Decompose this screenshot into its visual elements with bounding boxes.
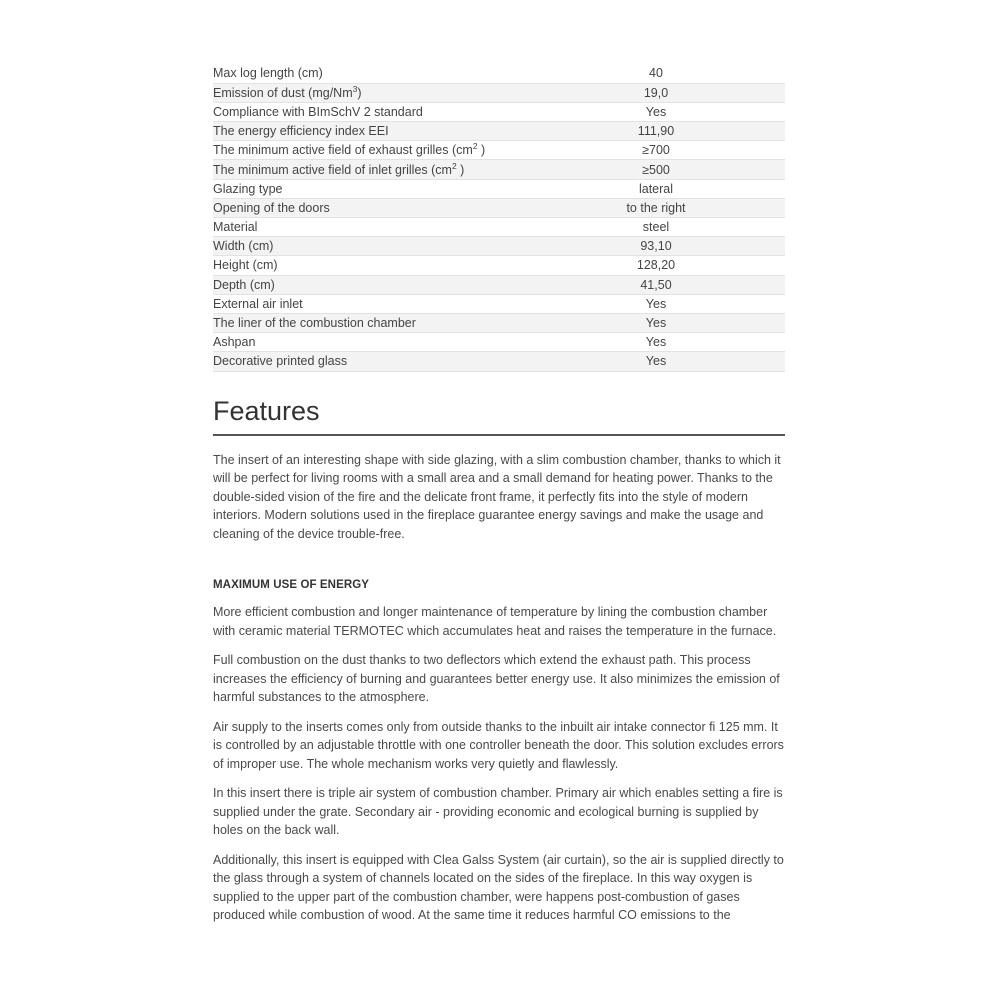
spec-label [213,83,585,102]
spec-row-external-air-inlet [213,294,785,313]
spec-label: The energy efficiency index EEI [213,122,585,141]
energy-subheading: MAXIMUM USE OF ENERGY [213,579,370,591]
spec-value: Yes [585,102,785,121]
spec-value: 128,20 [585,256,785,275]
spec-label: Height (cm) [213,256,585,275]
spec-value: to the right [585,198,785,217]
spec-label [213,141,585,160]
spec-value: 19,0 [585,83,785,102]
product-page [213,64,785,925]
spec-label [213,160,585,179]
spec-row-material [213,218,785,237]
spec-row-decorative-printed-glass [213,352,785,371]
spec-row-energy-efficiency-index [213,122,785,141]
feature-paragraph: Air supply to the inserts comes only from outside thanks to the inbuilt air intake connector fi 125 mm. It is controlled by an adjustable throttle with one controller beneath the door. This solution excludes errors of improper use. The whole mechanism works very quietly and flawlessly. [213,719,784,771]
features-intro: The insert of an interesting shape with side glazing, with a slim combustion chamber, thanks to which it will be perfect for living rooms with a small area and a small demand for heating power. Thanks to the double-sided vision of the fire and the delicate front frame, it perfectly fits into the style of modern interiors. Modern solutions used in the fireplace guarantee energy savings and make the usage and cleaning of the device trouble-free. [213,452,781,541]
spec-value: 111,90 [585,122,785,141]
spec-label: Decorative printed glass [213,352,585,371]
spec-label-text: The minimum active field of exhaust grilles (cm [213,143,473,158]
spec-label-superscript: 2 [472,141,478,152]
spec-label: Compliance with BImSchV 2 standard [213,102,585,121]
spec-row-ashpan [213,333,785,352]
spec-label: Max log length (cm) [213,64,585,83]
features-heading: Features [213,394,785,436]
spec-row-width [213,237,785,256]
feature-paragraph: In this insert there is triple air system of combustion chamber. Primary air which enables setting a fire is supplied under the grate. Secondary air - providing economic and ecological burning is supplied by holes on the back wall. [213,786,783,837]
spec-value: ≥500 [585,160,785,179]
spec-row-emission-of-dust [213,83,785,102]
spec-row-height [213,256,785,275]
spec-label: Depth (cm) [213,275,585,294]
spec-value: 93,10 [585,237,785,256]
spec-label-suffix: ) [477,143,486,158]
spec-label: The liner of the combustion chamber [213,313,585,332]
spec-value: lateral [585,179,785,198]
spec-label: Opening of the doors [213,198,585,217]
spec-value: Yes [585,333,785,352]
spec-label-text: Emission of dust (mg/Nm [213,85,353,100]
spec-value: 41,50 [585,275,785,294]
spec-value: 40 [585,64,785,83]
spec-row-combustion-chamber-liner [213,313,785,332]
spec-row-opening-of-doors [213,198,785,217]
spec-label: Material [213,218,585,237]
spec-row-depth [213,275,785,294]
spec-label: Width (cm) [213,237,585,256]
spec-row-max-log-length [213,64,785,83]
spec-value: Yes [585,352,785,371]
spec-row-exhaust-grilles [213,141,785,160]
spec-value: Yes [585,313,785,332]
feature-paragraph: Additionally, this insert is equipped with Clea Galss System (air curtain), so the air is supplied directly to the glass through a system of channels located on the sides of the fireplace. In this way oxygen is supplied to the upper part of the combustion chamber, were happens post-combustion of gases produced while combustion of wood. At the same time it reduces harmful CO emissions to the [213,852,784,922]
specifications-table-body [213,64,785,371]
spec-label-superscript: 3 [352,83,358,94]
specifications-table [213,64,785,372]
spec-row-inlet-grilles [213,160,785,179]
spec-label: Ashpan [213,333,585,352]
spec-row-compliance-bimschv [213,102,785,121]
spec-label: Glazing type [213,179,585,198]
spec-label-text: The minimum active field of inlet grilles (cm [213,162,452,177]
spec-value: Yes [585,294,785,313]
spec-label: External air inlet [213,294,585,313]
feature-paragraph: More efficient combustion and longer maintenance of temperature by lining the combustion chamber with ceramic material TERMOTEC which accumulates heat and raises the temperature in the furnace. [213,605,777,638]
feature-paragraph: Full combustion on the dust thanks to two deflectors which extend the exhaust path. This process increases the efficiency of burning and guarantees better energy use. It also minimizes the emission of harmful substances to the atmosphere. [213,653,780,704]
spec-value: steel [585,218,785,237]
spec-value: ≥700 [585,141,785,160]
spec-label-suffix: ) [456,162,465,177]
spec-row-glazing-type [213,179,785,198]
spec-label-suffix: ) [357,85,362,100]
spec-label-superscript: 2 [451,160,457,171]
